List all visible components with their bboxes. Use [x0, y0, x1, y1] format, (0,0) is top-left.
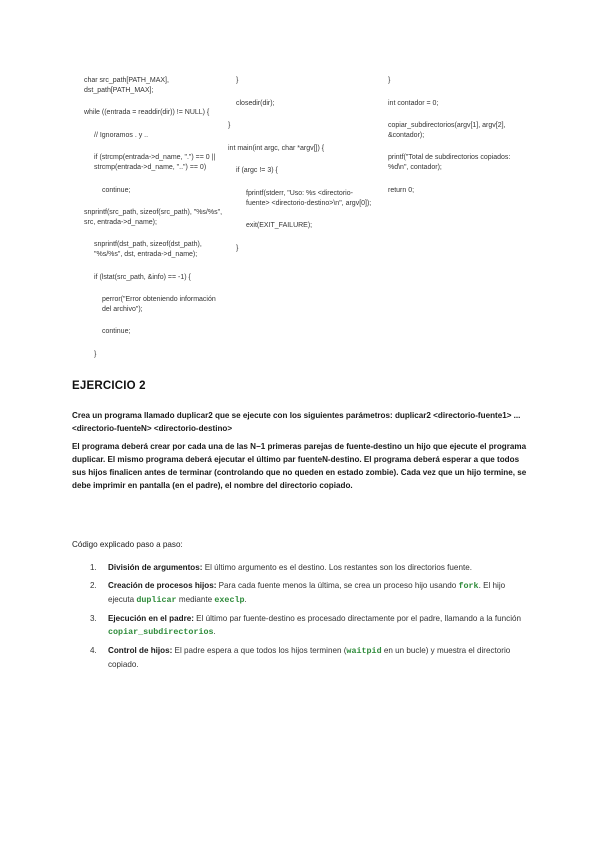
code-line: continue; [102, 328, 131, 336]
code-line: return 0; [388, 186, 415, 194]
steps-intro: Código explicado paso a paso: [72, 540, 183, 549]
list-item [90, 561, 530, 574]
step-text: El último par fuente-destino es procesado directamente por el padre, llamando a la función [193, 614, 522, 623]
step-text: . [244, 595, 247, 604]
code-line: } [94, 350, 97, 358]
code-duplicar: duplicar [136, 595, 177, 605]
code-line: } [236, 77, 239, 84]
step-lead: Ejecución en el padre: [108, 614, 194, 623]
step-text: en un bucle) y muestra el directorio copiado. [108, 646, 511, 669]
code-line: exit(EXIT_FAILURE); [246, 222, 313, 230]
code-line: while ((entrada = readdir(dir)) != NULL) { [84, 109, 210, 117]
code-copiar-subdirectorios: copiar_subdirectorios [108, 627, 214, 637]
step-text: El padre espera a que todos los hijos terminen ( [172, 646, 347, 655]
code-column-2 [228, 76, 376, 253]
step-text: . [213, 627, 216, 636]
code-line: } [228, 122, 231, 130]
code-line: copiar_subdirectorios(argv[1], argv[2], &contador); [388, 122, 506, 139]
step-text: . El hijo ejecuta [108, 581, 506, 604]
steps-list [90, 561, 530, 676]
step-lead: Creación de procesos hijos: [108, 581, 217, 590]
code-line: } [388, 77, 391, 84]
code-line: if (lstat(src_path, &info) == -1) { [94, 273, 191, 281]
section-title: EJERCICIO 2 [72, 380, 146, 392]
step-text: El último argumento es el destino. Los restantes son los directorios fuente. [202, 563, 472, 572]
exercise-description: El programa deberá crear por cada una de las N−1 primeras parejas de fuente-destino un hijo que ejecute el programa duplicar. El mismo programa deberá ejecutar el último par fuenteN-destino. El programa deberá esperar a que todos sus hijos finalicen antes de terminar (controlando que no queden en estado zombie). Cada vez que un hijo termine, se debe imprimir en pantalla (en el padre), el nombre del directorio copiado. [72, 442, 527, 490]
code-line: // Ignoramos . y .. [94, 131, 149, 139]
step-text: mediante [176, 595, 215, 604]
step-lead: División de argumentos: [108, 563, 203, 572]
list-number: 2. [90, 581, 97, 590]
list-number: 4. [90, 646, 97, 655]
code-line: fprintf(stderr, "Uso: %s <directorio-fuente> <directorio-destino>\n", argv[0]); [246, 189, 372, 207]
list-number: 1. [90, 563, 97, 572]
code-line: continue; [102, 186, 131, 194]
code-line: } [236, 244, 239, 252]
step-text: Para cada fuente menos la última, se crea un proceso hijo usando [216, 581, 459, 590]
code-line: closedir(dir); [236, 99, 275, 107]
code-waitpid: waitpid [346, 646, 382, 656]
code-line: snprintf(dst_path, sizeof(dst_path), "%s/%s", dst, entrada->d_name); [94, 241, 202, 258]
code-line: int main(int argc, char *argv[]) { [228, 144, 325, 152]
code-execlp: execlp [214, 595, 245, 605]
list-item [90, 644, 530, 671]
code-line: char src_path[PATH_MAX], dst_path[PATH_MAX]; [84, 77, 169, 94]
code-column-3 [380, 76, 528, 195]
code-line: if (argc != 3) { [236, 167, 278, 175]
exercise-statement: Crea un programa llamado duplicar2 que se ejecute con los siguientes parámetros: duplicar2 <directorio-fuente1> ... <directorio-fuenteN> <directorio-destino> [72, 411, 521, 433]
list-item [90, 612, 530, 639]
code-column-1 [76, 76, 224, 360]
code-fork: fork [458, 581, 479, 591]
step-lead: Control de hijos: [108, 646, 173, 655]
code-line: printf("Total de subdirectorios copiados: %d\n", contador); [388, 154, 511, 171]
code-line: snprintf(src_path, sizeof(src_path), "%s/%s", src, entrada->d_name); [84, 209, 223, 226]
code-line: if (strcmp(entrada->d_name, ".") == 0 || strcmp(entrada->d_name, "..") == 0) [94, 154, 216, 171]
list-item [90, 579, 530, 607]
code-line: int contador = 0; [388, 99, 439, 107]
code-line: perror("Error obteniendo información del archivo"); [102, 296, 216, 313]
list-number: 3. [90, 614, 97, 623]
